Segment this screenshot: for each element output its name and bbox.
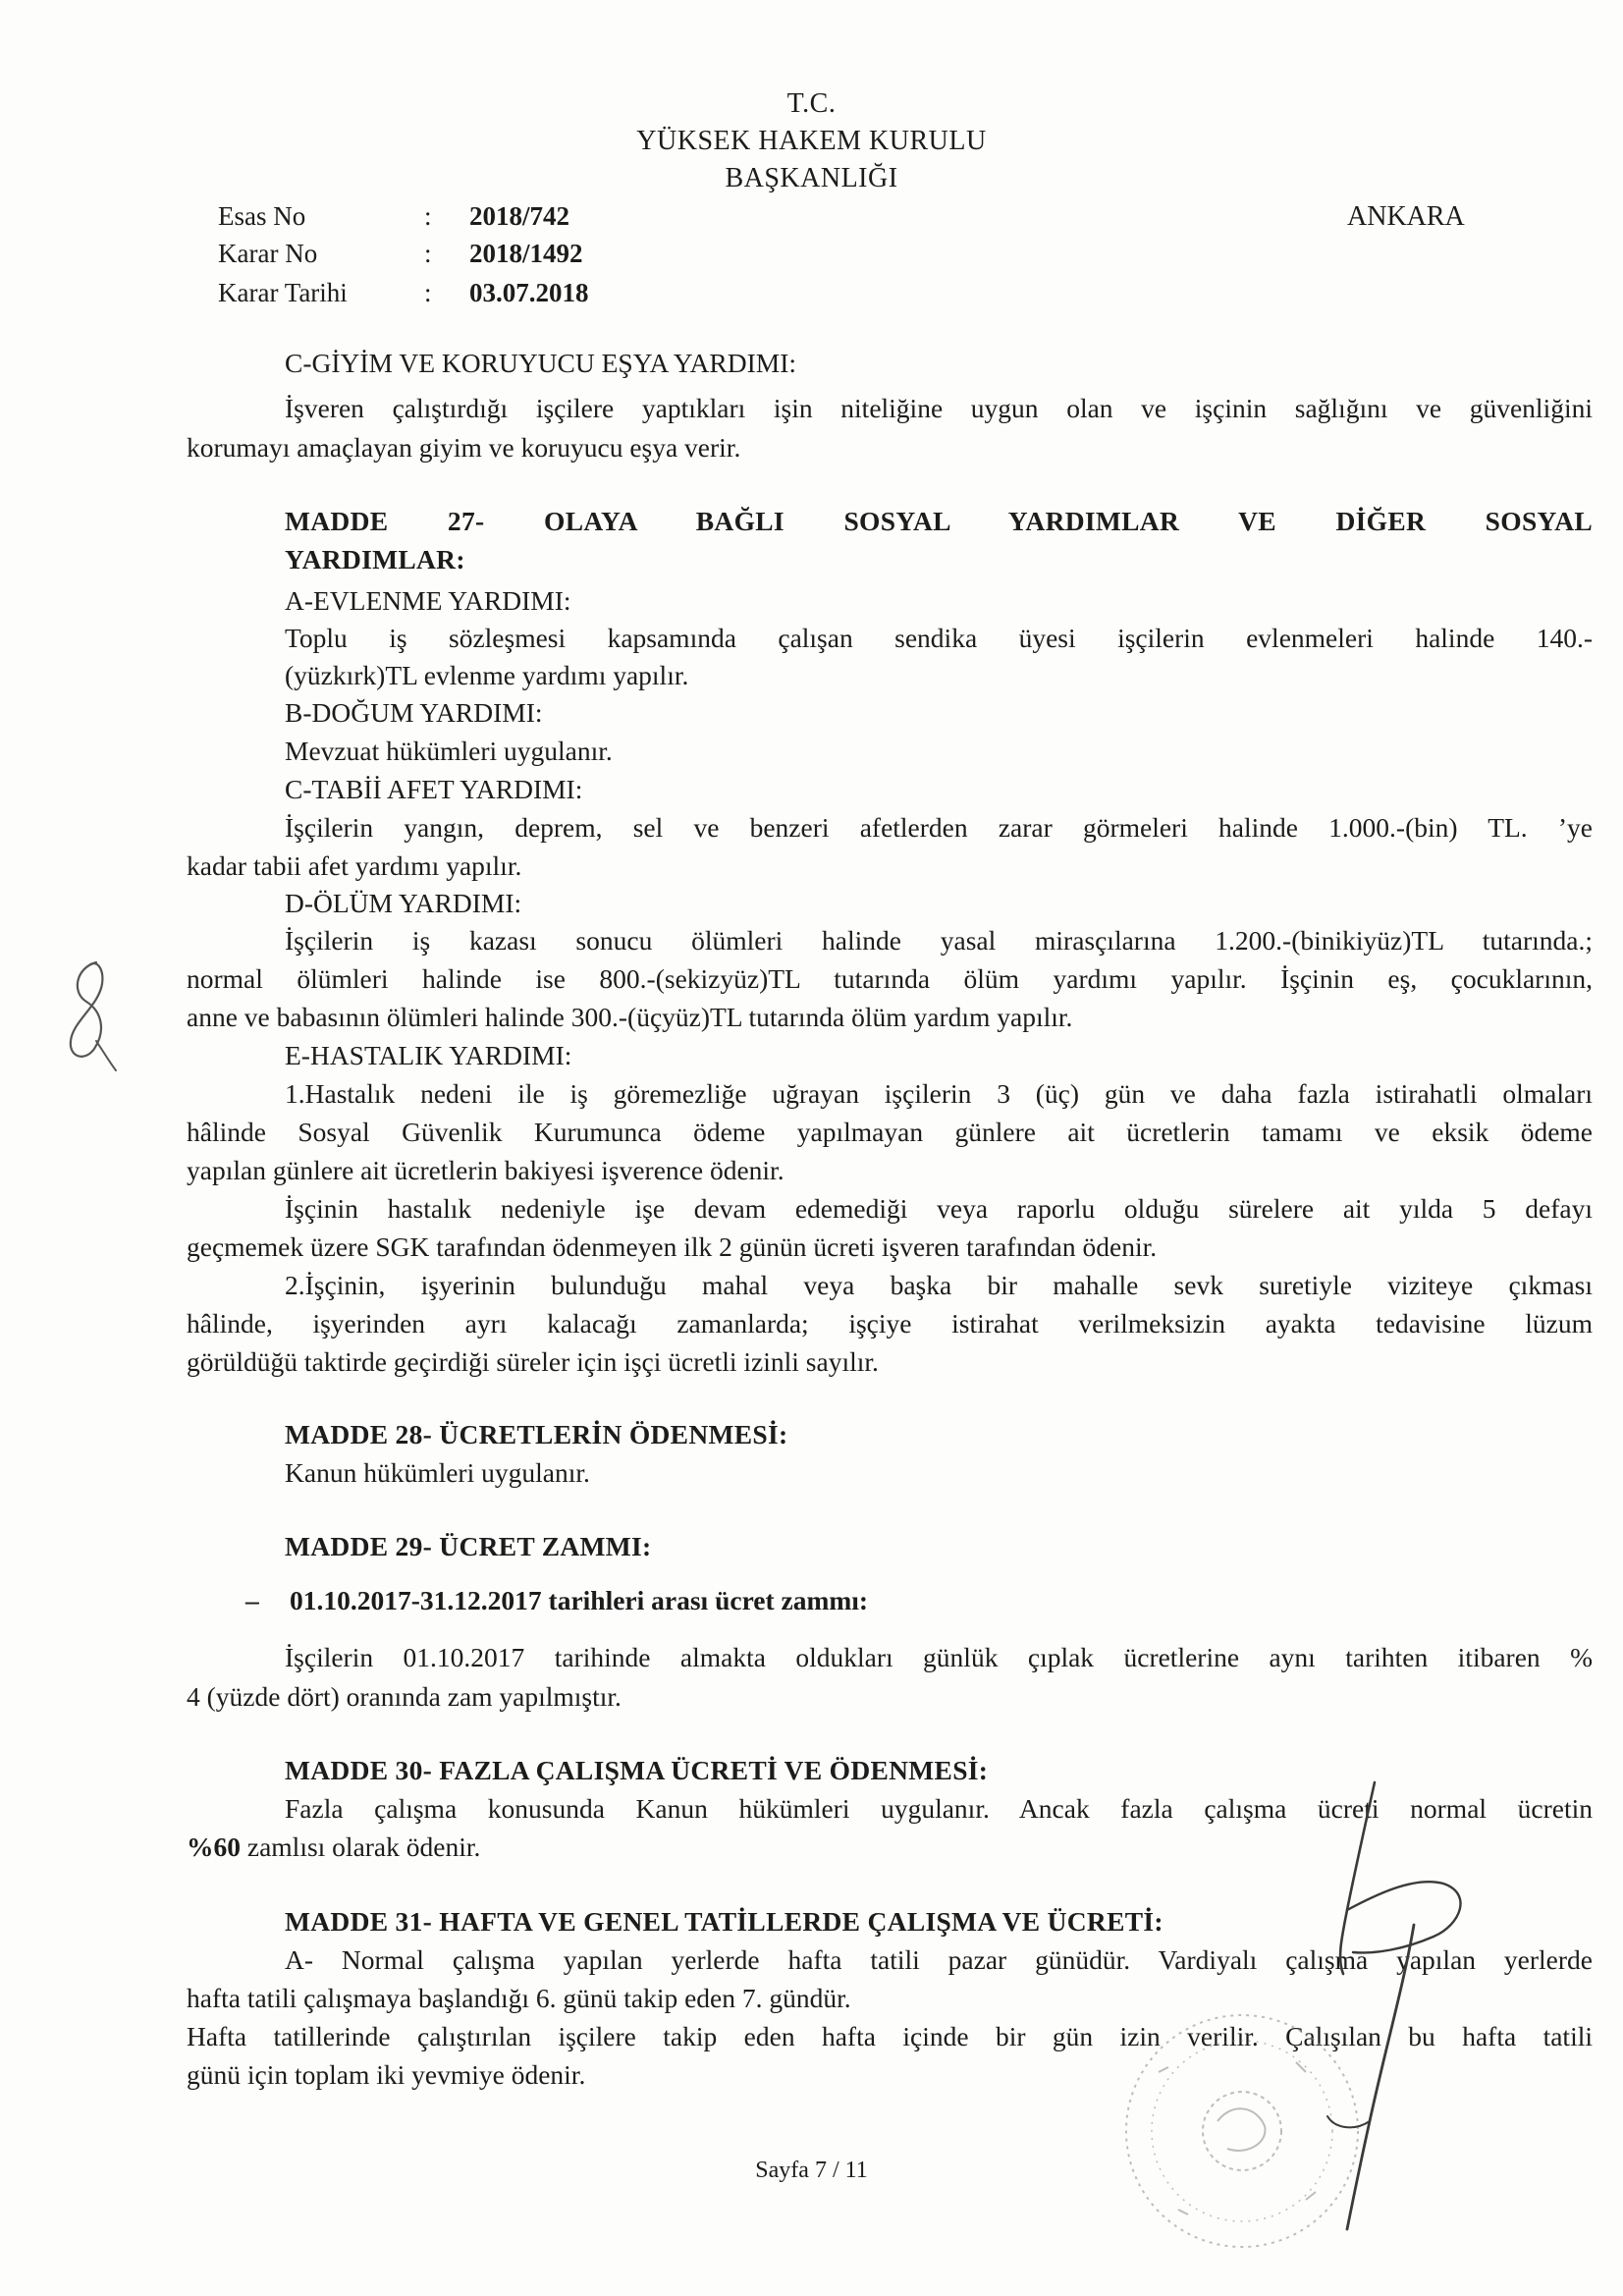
handwritten-initial-tail [96, 1041, 116, 1070]
meta-colon: : [424, 278, 432, 307]
page-total: 11 [844, 2158, 868, 2183]
paragraph-line: (yüzkırk)TL evlenme yardımı yapılır. [285, 660, 689, 690]
official-stamp [1126, 2015, 1358, 2247]
section-c-afet-title: C-TABİİ AFET YARDIMI: [285, 774, 583, 804]
meta-colon: : [424, 239, 432, 268]
paragraph-line: yapılan günlere ait ücretlerin bakiyesi işverence ödenir. [187, 1155, 784, 1185]
paragraph-line: hâlinde, işyerinden ayrı kalacağı zamanlarda; işçiye istirahat verilmeksizin ayakta tedavisine lüzum [187, 1308, 1593, 1339]
paragraph-line: normal ölümleri halinde ise 800.-(sekizyüz)TL tutarında ölüm yardımı yapılır. İşçinin eş, çocuklarının, [187, 963, 1593, 994]
meta-label: Karar No [218, 239, 318, 268]
paragraph-line: Hafta tatillerinde çalıştırılan işçilere takip eden hafta içinde bir gün izin verilir. Çalışılan bu hafta tatili [187, 2021, 1593, 2051]
madde-27-title-cont: YARDIMLAR: [285, 544, 465, 574]
meta-label: Esas No [218, 201, 306, 231]
paragraph-line: hâlinde Sosyal Güvenlik Kurumunca ödeme yapılmayan günlere ait ücretlerin tamamı ve eksik ödeme [187, 1117, 1593, 1147]
paragraph-line: görüldüğü taktirde geçirdiği süreler için işçi ücretli izinli sayılır. [187, 1346, 879, 1377]
signature [1327, 1782, 1461, 2229]
page-current: 7 [814, 2158, 827, 2183]
header-tc: T.C. [786, 88, 837, 119]
madde-29-subtitle: 01.10.2017-31.12.2017 tarihleri arası ücret zammı: [290, 1585, 869, 1615]
paragraph-line: kadar tabii afet yardımı yapılır. [187, 850, 522, 881]
paragraph-text: zamlısı olarak ödenir. [241, 1831, 481, 1862]
meta-label: Karar Tarihi [218, 278, 348, 307]
paragraph-line: günü için toplam iki yevmiye ödenir. [187, 2059, 586, 2090]
paragraph-line: Mevzuat hükümleri uygulanır. [285, 736, 613, 766]
paragraph-line: A- Normal çalışma yapılan yerlerde hafta tatili pazar günüdür. Vardiyalı çalışma yapılan yerlerde [285, 1944, 1593, 1975]
paragraph-line: 4 (yüzde dört) oranında zam yapılmıştır. [187, 1681, 622, 1712]
header-office: BAŞKANLIĞI [725, 163, 898, 193]
paragraph-line: Fazla çalışma konusunda Kanun hükümleri uygulanır. Ancak fazla çalışma ücreti normal ücretin [285, 1793, 1593, 1824]
paragraph-line: İşçinin hastalık nedeniyle işe devam edemediği veya raporlu olduğu sürelere ait yılda 5 defayı [285, 1193, 1593, 1224]
madde-31-title: MADDE 31- HAFTA VE GENEL TATİLLERDE ÇALIŞMA VE ÜCRETİ: [285, 1906, 1163, 1937]
page-prefix: Sayfa [755, 2158, 815, 2183]
meta-value: 2018/1492 [469, 239, 583, 268]
madde-27-title: MADDE 27- OLAYA BAĞLI SOSYAL YARDIMLAR VE DİĞER SOSYAL [285, 506, 1593, 536]
section-e-hastalik-title: E-HASTALIK YARDIMI: [285, 1040, 572, 1070]
paragraph-line: İşçilerin 01.10.2017 tarihinde almakta oldukları günlük çıplak ücretlerine aynı tarihten itibaren % [285, 1642, 1593, 1672]
percentage-bold: %60 [187, 1831, 241, 1862]
section-c-giyim-title: C-GİYİM VE KORUYUCU EŞYA YARDIMI: [285, 348, 796, 378]
madde-29-title: MADDE 29- ÜCRET ZAMMI: [285, 1531, 652, 1561]
paragraph-line: geçmemek üzere SGK tarafından ödenmeyen ilk 2 günün ücreti işveren tarafından ödenir. [187, 1231, 1158, 1262]
page-separator: / [826, 2158, 845, 2183]
header-board: YÜKSEK HAKEM KURULU [636, 126, 987, 156]
paragraph-line: korumayı amaçlayan giyim ve koruyucu eşya verir. [187, 432, 741, 463]
header-city: ANKARA [1347, 201, 1465, 232]
paragraph-line: İşçilerin yangın, deprem, sel ve benzeri afetlerden zarar görmeleri halinde 1.000.-(bin) TL. ’ye [285, 812, 1593, 843]
madde-30-title: MADDE 30- FAZLA ÇALIŞMA ÜCRETİ VE ÖDENMESİ: [285, 1755, 989, 1785]
madde-28-title: MADDE 28- ÜCRETLERİN ÖDENMESİ: [285, 1419, 788, 1449]
paragraph-line: İşçilerin iş kazası sonucu ölümleri halinde yasal mirasçılarına 1.200.-(binikiyüz)TL tutarında.; [285, 925, 1593, 956]
section-b-dogum-title: B-DOĞUM YARDIMI: [285, 697, 543, 728]
list-dash: – [245, 1585, 259, 1615]
meta-value: 2018/742 [469, 201, 570, 231]
paragraph-line: anne ve babasının ölümleri halinde 300.-(üçyüz)TL tutarında ölüm yardım yapılır. [187, 1002, 1073, 1032]
paragraph-line: 1.Hastalık nedeni ile iş göremezliğe uğrayan işçilerin 3 (üç) gün ve daha fazla istirahatli olmaları [285, 1078, 1593, 1109]
paragraph-line: hafta tatili çalışmaya başlandığı 6. günü takip eden 7. gündür. [187, 1983, 851, 2013]
meta-value: 03.07.2018 [469, 278, 589, 307]
section-d-olum-title: D-ÖLÜM YARDIMI: [285, 888, 522, 918]
paragraph-line: 2.İşçinin, işyerinin bulunduğu mahal veya başka bir mahalle sevk suretiyle viziteye çıkması [285, 1270, 1593, 1300]
section-a-evlenme-title: A-EVLENME YARDIMI: [285, 585, 571, 616]
paragraph-line: Kanun hükümleri uygulanır. [285, 1457, 590, 1488]
meta-colon: : [424, 201, 432, 231]
paragraph-line: İşveren çalıştırdığı işçilere yaptıkları işin niteliğine uygun olan ve işçinin sağlığını ve güvenliğini [285, 393, 1593, 423]
paragraph-line: Toplu iş sözleşmesi kapsamında çalışan sendika üyesi işçilerin evlenmeleri halinde 140.- [285, 623, 1593, 653]
